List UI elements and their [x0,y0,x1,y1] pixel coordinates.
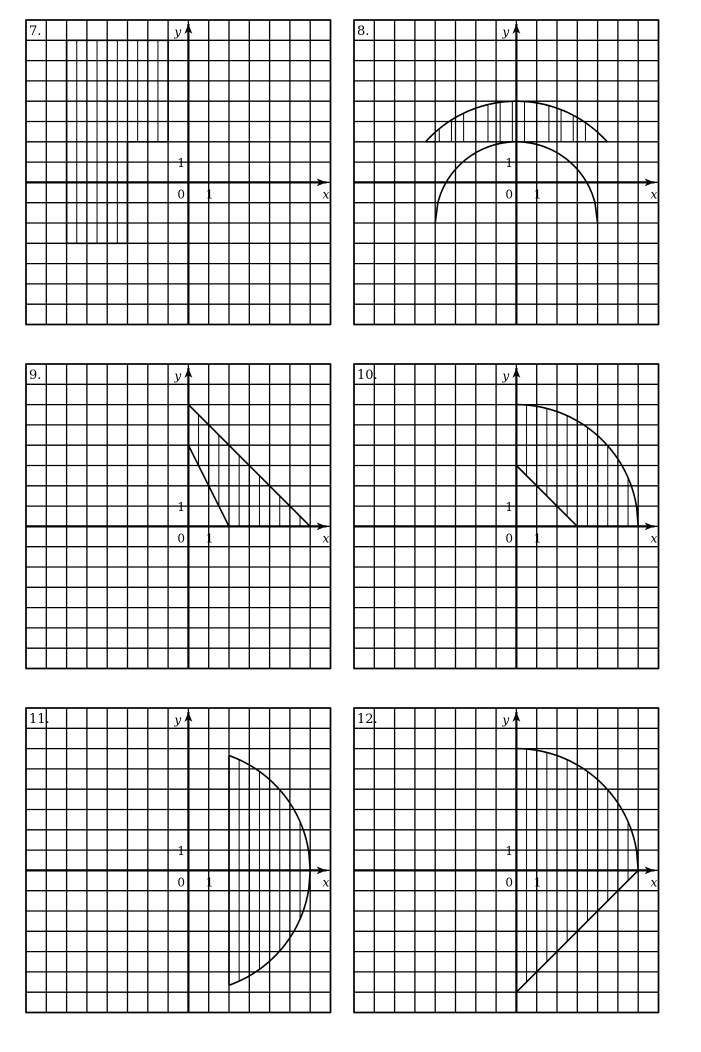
unit-y-label: 1 [505,156,514,171]
origin-label: 0 [505,531,514,546]
grid [354,20,659,325]
panel-12 [354,708,659,1013]
panel-9 [26,364,331,669]
grid [354,708,659,1013]
axes [354,24,655,325]
unit-y-label: 1 [505,500,514,515]
axes [354,712,655,1013]
panel-11 [26,708,331,1013]
unit-y-label: 1 [505,844,514,859]
origin-label: 0 [177,531,186,546]
x-axis-label: x [650,531,658,546]
unit-x-label: 1 [205,187,214,202]
panel-number: 10. [357,368,378,383]
panel-border [26,20,331,325]
origin-label: 0 [177,187,186,202]
axes [26,368,327,669]
panel-border [354,364,659,669]
y-axis-label: y [502,369,510,383]
y-axis-label: y [174,25,182,39]
panel-10 [354,364,659,669]
axes [26,24,327,325]
unit-x-label: 1 [205,531,214,546]
origin-label: 0 [505,875,514,890]
panel-border [26,708,331,1013]
y-axis-label: y [502,713,510,727]
unit-x-label: 1 [533,531,542,546]
unit-y-label: 1 [177,844,186,859]
x-axis-label: x [650,187,658,202]
unit-x-label: 1 [533,875,542,890]
x-axis-label: x [322,875,330,890]
x-axis-label: x [322,187,330,202]
panel-border [26,364,331,669]
unit-y-label: 1 [177,500,186,515]
x-axis-label: x [650,875,658,890]
x-axis-label: x [322,531,330,546]
panel-border [354,20,659,325]
origin-label: 0 [177,875,186,890]
grid [26,364,331,669]
panel-number: 9. [29,368,42,383]
unit-x-label: 1 [533,187,542,202]
grid [354,364,659,669]
panel-number: 12. [357,712,378,727]
panel-7 [26,20,331,325]
panel-8 [354,20,659,325]
panel-number: 8. [357,24,370,39]
panel-border [354,708,659,1013]
axes [354,368,655,669]
unit-x-label: 1 [205,875,214,890]
grid [26,708,331,1013]
y-axis-label: y [502,25,510,39]
axes [26,712,327,1013]
grid [26,20,331,325]
unit-y-label: 1 [177,156,186,171]
origin-label: 0 [505,187,514,202]
y-axis-label: y [174,369,182,383]
panel-number: 11. [29,712,50,727]
panel-number: 7. [29,24,42,39]
y-axis-label: y [174,713,182,727]
